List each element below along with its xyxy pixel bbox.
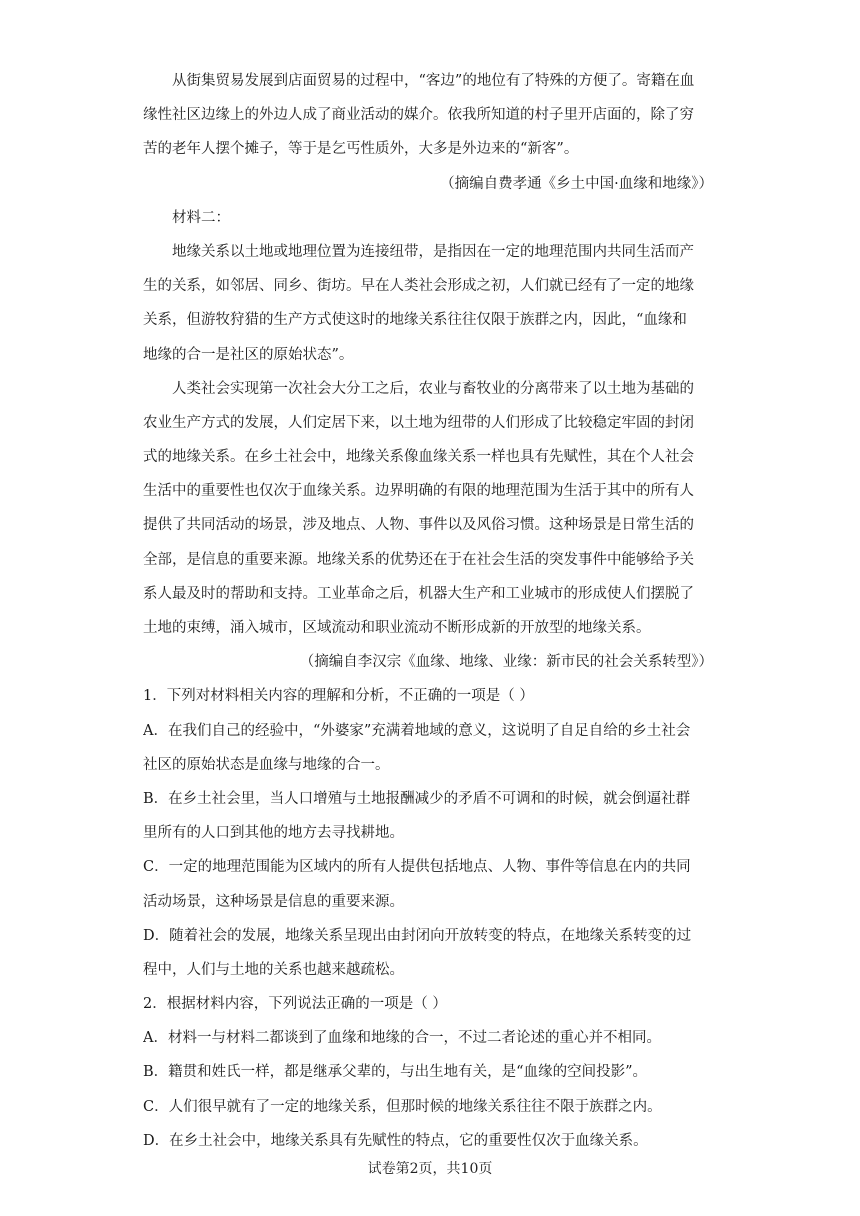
question-two-option-d: D．在乡土社会中，地缘关系具有先赋性的特点，它的重要性仅次于血缘关系。	[143, 1132, 648, 1149]
exam-page-content	[143, 64, 719, 1158]
paragraph-line: 关系，但游牧狩猎的生产方式使这时的地缘关系往往仅限于族群之内，因此，“血缘和	[143, 312, 687, 329]
question-one-option-d: D．随着社会的发展，地缘关系呈现出由封闭向开放转变的特点，在地缘关系转变的过	[143, 927, 692, 944]
question-one-option-b-continued: 里所有的人口到其他的地方去寻找耕地。	[143, 825, 404, 842]
page-footer: 试卷第2页，共10页	[367, 1161, 493, 1177]
paragraph-line: 农业生产方式的发展，人们定居下来，以土地为纽带的人们形成了比较稳定牢固的封闭	[143, 414, 694, 431]
question-one-option-c: C．一定的地理范围能为区域内的所有人提供包括地点、人物、事件等信息在内的共同	[143, 859, 691, 876]
question-two-option-c: C．人们很早就有了一定的地缘关系，但那时候的地缘关系往往不限于族群之内。	[143, 1098, 662, 1115]
question-one-option-b: B．在乡土社会里，当人口增殖与土地报酬减少的矛盾不可调和的时候，就会倒逼社群	[143, 790, 691, 807]
paragraph-line: 式的地缘关系。在乡土社会中，地缘关系像血缘关系一样也具有先赋性，其在个人社会	[143, 449, 694, 466]
paragraph-line: 全部，是信息的重要来源。地缘关系的优势还在于在社会生活的突发事件中能够给予关	[143, 551, 694, 568]
paragraph-line: 地缘的合一是社区的原始状态”。	[143, 346, 354, 363]
paragraph-line: 生活中的重要性也仅次于血缘关系。边界明确的有限的地理范围为生活于其中的所有人	[143, 483, 694, 500]
paragraph-line: 地缘关系以土地或地理位置为连接纽带，是指因在一定的地理范围内共同生活而产	[172, 243, 694, 260]
material-one-source: （摘编自费孝通《乡土中国·血缘和地缘》）	[440, 175, 713, 192]
paragraph-line: 苦的老年人摆个摊子，等于是乞丐性质外，大多是外边来的“新客”。	[143, 141, 579, 158]
question-one-option-c-continued: 活动场景，这种场景是信息的重要来源。	[143, 893, 404, 910]
paragraph-line: 人类社会实现第一次社会大分工之后，农业与畜牧业的分离带来了以土地为基础的	[172, 380, 694, 397]
paragraph-line: 生的关系，如邻居、同乡、街坊。早在人类社会形成之初，人们就已经有了一定的地缘	[143, 278, 694, 295]
question-one-option-a-continued: 社区的原始状态是血缘与地缘的合一。	[143, 756, 390, 773]
question-two-option-b: B．籍贯和姓氏一样，都是继承父辈的，与出生地有关，是“血缘的空间投影”。	[143, 1064, 647, 1081]
paragraph-line: 提供了共同活动的场景，涉及地点、人物、事件以及风俗习惯。这种场景是日常生活的	[143, 517, 694, 534]
question-two-option-a: A．材料一与材料二都谈到了血缘和地缘的合一，不过二者论述的重心并不相同。	[143, 1030, 661, 1047]
question-one-option-d-continued: 程中，人们与土地的关系也越来越疏松。	[143, 961, 404, 978]
paragraph-line: 系人最及时的帮助和支持。工业革命之后，机器大生产和工业城市的形成使人们摆脱了	[143, 585, 694, 602]
question-one-stem: 1．下列对材料相关内容的理解和分析，不正确的一项是（ ）	[143, 688, 534, 705]
paragraph-line: 缘性社区边缘上的外边人成了商业活动的媒介。依我所知道的村子里开店面的，除了穷	[143, 107, 694, 124]
question-two-stem: 2．根据材料内容，下列说法正确的一项是（ ）	[143, 996, 447, 1013]
paragraph-line: 土地的束缚，涌入城市，区域流动和职业流动不断形成新的开放型的地缘关系。	[143, 620, 651, 636]
material-two-source: （摘编自李汉宗《血缘、地缘、业缘：新市民的社会关系转型》）	[299, 654, 713, 671]
question-one-option-a: A．在我们自己的经验中，“外婆家”充满着地域的意义，这说明了自足自给的乡土社会	[143, 722, 691, 739]
material-two-heading: 材料二：	[172, 209, 230, 226]
paragraph-line: 从街集贸易发展到店面贸易的过程中，“客边”的地位有了特殊的方便了。寄籍在血	[172, 73, 695, 89]
